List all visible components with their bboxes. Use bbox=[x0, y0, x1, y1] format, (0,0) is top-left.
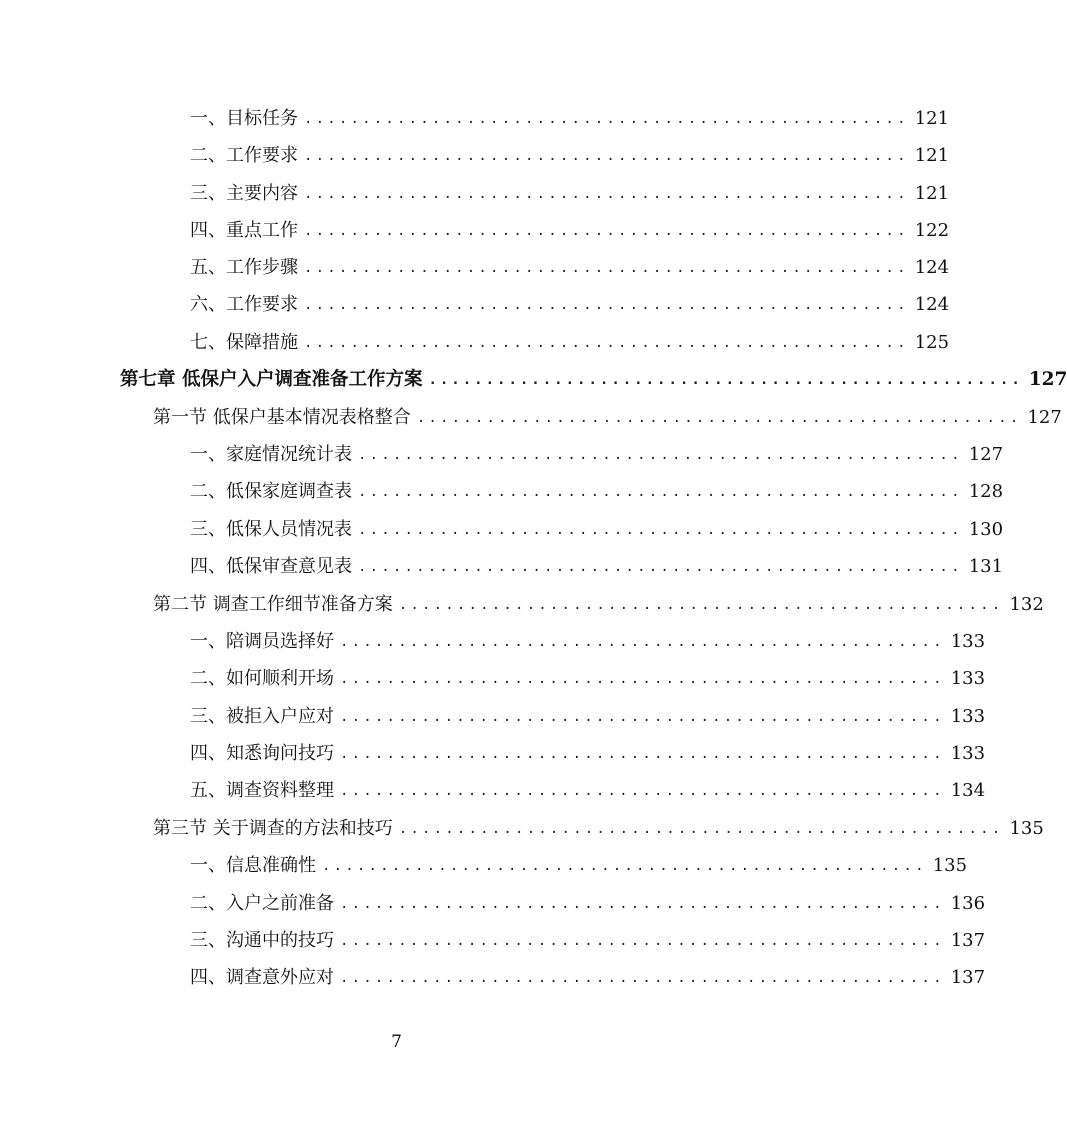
toc-entry-page: 121 bbox=[914, 108, 950, 129]
toc-entry[interactable] bbox=[190, 515, 1004, 545]
toc-leader-dots: .................................................... bbox=[340, 970, 945, 986]
toc-entry-page: 130 bbox=[968, 519, 1004, 540]
toc-section[interactable] bbox=[153, 814, 1044, 844]
toc-entry[interactable] bbox=[190, 179, 950, 209]
toc-entry-page: 128 bbox=[968, 481, 1004, 502]
toc-entry-page: 124 bbox=[914, 257, 950, 278]
toc-entry-page: 133 bbox=[950, 706, 986, 727]
toc-leader-dots: .................................................... bbox=[398, 597, 1004, 613]
toc-entry-title: 四、知悉询问技巧 bbox=[190, 743, 334, 764]
toc-entry-title: 一、目标任务 bbox=[190, 108, 298, 129]
toc-entry-title: 五、调查资料整理 bbox=[190, 780, 334, 801]
toc-section-title: 第三节 关于调查的方法和技巧 bbox=[153, 818, 393, 839]
toc-leader-dots: .................................................... bbox=[304, 111, 909, 127]
toc-entry-title: 三、低保人员情况表 bbox=[190, 519, 352, 540]
toc-leader-dots: .................................................... bbox=[416, 410, 1022, 426]
toc-entry-page: 124 bbox=[914, 294, 950, 315]
toc-leader-dots: .................................................... bbox=[322, 858, 927, 874]
toc-entry-page: 134 bbox=[950, 780, 986, 801]
toc-entry-title: 二、低保家庭调查表 bbox=[190, 481, 352, 502]
toc-entry[interactable] bbox=[190, 926, 986, 956]
toc-section[interactable] bbox=[153, 590, 1044, 620]
toc-leader-dots: .................................................... bbox=[398, 821, 1004, 837]
toc-leader-dots: .................................................... bbox=[358, 484, 963, 500]
toc-entry[interactable] bbox=[190, 104, 950, 134]
toc-entry[interactable] bbox=[190, 290, 950, 320]
toc-entry[interactable] bbox=[190, 141, 950, 171]
toc-entry-title: 二、工作要求 bbox=[190, 145, 298, 166]
toc-leader-dots: .................................................... bbox=[340, 933, 945, 949]
toc-entry-title: 四、调查意外应对 bbox=[190, 967, 334, 988]
toc-entry[interactable] bbox=[190, 664, 986, 694]
toc-entry-page: 137 bbox=[950, 930, 986, 951]
toc-entry-title: 七、保障措施 bbox=[190, 332, 298, 353]
toc-entry-page: 131 bbox=[968, 556, 1004, 577]
toc-entry[interactable] bbox=[190, 702, 986, 732]
toc-leader-dots: .................................................... bbox=[304, 260, 909, 276]
toc-entry[interactable] bbox=[190, 739, 986, 769]
toc-entry-page: 127 bbox=[968, 444, 1004, 465]
toc-section[interactable] bbox=[153, 403, 1062, 433]
toc-entry[interactable] bbox=[190, 963, 986, 993]
toc-entry-title: 一、陪调员选择好 bbox=[190, 631, 334, 652]
toc-leader-dots: .................................................... bbox=[340, 671, 945, 687]
toc-entry-title: 一、信息准确性 bbox=[190, 855, 316, 876]
toc-leader-dots: .................................................... bbox=[358, 447, 963, 463]
toc-entry-title: 五、工作步骤 bbox=[190, 257, 298, 278]
toc-entry-title: 六、工作要求 bbox=[190, 294, 298, 315]
toc-entry[interactable] bbox=[190, 477, 1004, 507]
toc-entry-page: 122 bbox=[914, 220, 950, 241]
toc-leader-dots: .................................................... bbox=[304, 223, 909, 239]
toc-entry-page: 125 bbox=[914, 332, 950, 353]
toc-section-title: 第一节 低保户基本情况表格整合 bbox=[153, 407, 411, 428]
toc-leader-dots: .................................................... bbox=[304, 148, 909, 164]
toc-chapter[interactable] bbox=[120, 365, 1067, 395]
toc-entry-title: 四、低保审查意见表 bbox=[190, 556, 352, 577]
toc-entry[interactable] bbox=[190, 552, 1004, 582]
toc-entry-title: 三、主要内容 bbox=[190, 183, 298, 204]
toc-section-title: 第二节 调查工作细节准备方案 bbox=[153, 594, 393, 615]
toc-leader-dots: .................................................... bbox=[358, 559, 963, 575]
page-number: 7 bbox=[391, 1032, 402, 1052]
toc-leader-dots: .................................................... bbox=[304, 186, 909, 202]
toc-entry-page: 137 bbox=[950, 967, 986, 988]
toc-entry-title: 三、被拒入户应对 bbox=[190, 706, 334, 727]
toc-entry-page: 135 bbox=[932, 855, 968, 876]
toc-leader-dots: .................................................... bbox=[428, 372, 1023, 388]
toc-entry-title: 二、如何顺利开场 bbox=[190, 668, 334, 689]
toc-section-page: 127 bbox=[1027, 407, 1062, 428]
toc-entry-page: 133 bbox=[950, 743, 986, 764]
toc-entry-title: 四、重点工作 bbox=[190, 220, 298, 241]
toc-entry-page: 133 bbox=[950, 668, 986, 689]
toc-leader-dots: .................................................... bbox=[304, 335, 909, 351]
toc-entry[interactable] bbox=[190, 328, 950, 358]
toc-entry-title: 一、家庭情况统计表 bbox=[190, 444, 352, 465]
toc-section-page: 135 bbox=[1009, 818, 1044, 839]
toc-entry-page: 136 bbox=[950, 893, 986, 914]
toc-leader-dots: .................................................... bbox=[358, 522, 963, 538]
toc-entry[interactable] bbox=[190, 889, 986, 919]
toc-entry-title: 二、入户之前准备 bbox=[190, 893, 334, 914]
toc-leader-dots: .................................................... bbox=[340, 746, 945, 762]
toc-entry[interactable] bbox=[190, 627, 986, 657]
toc-entry[interactable] bbox=[190, 776, 986, 806]
toc-entry-page: 121 bbox=[914, 183, 950, 204]
toc-entry-title: 三、沟通中的技巧 bbox=[190, 930, 334, 951]
toc-chapter-page: 127 bbox=[1028, 369, 1067, 390]
toc-leader-dots: .................................................... bbox=[340, 709, 945, 725]
toc-leader-dots: .................................................... bbox=[304, 297, 909, 313]
toc-section-page: 132 bbox=[1009, 594, 1044, 615]
toc-leader-dots: .................................................... bbox=[340, 634, 945, 650]
toc-entry[interactable] bbox=[190, 851, 968, 881]
toc-entry[interactable] bbox=[190, 440, 1004, 470]
toc-entry[interactable] bbox=[190, 253, 950, 283]
toc-entry-page: 121 bbox=[914, 145, 950, 166]
toc-entry-page: 133 bbox=[950, 631, 986, 652]
toc-leader-dots: .................................................... bbox=[340, 783, 945, 799]
toc-entry[interactable] bbox=[190, 216, 950, 246]
toc-leader-dots: .................................................... bbox=[340, 896, 945, 912]
toc-chapter-title: 第七章 低保户入户调查准备工作方案 bbox=[120, 369, 423, 390]
